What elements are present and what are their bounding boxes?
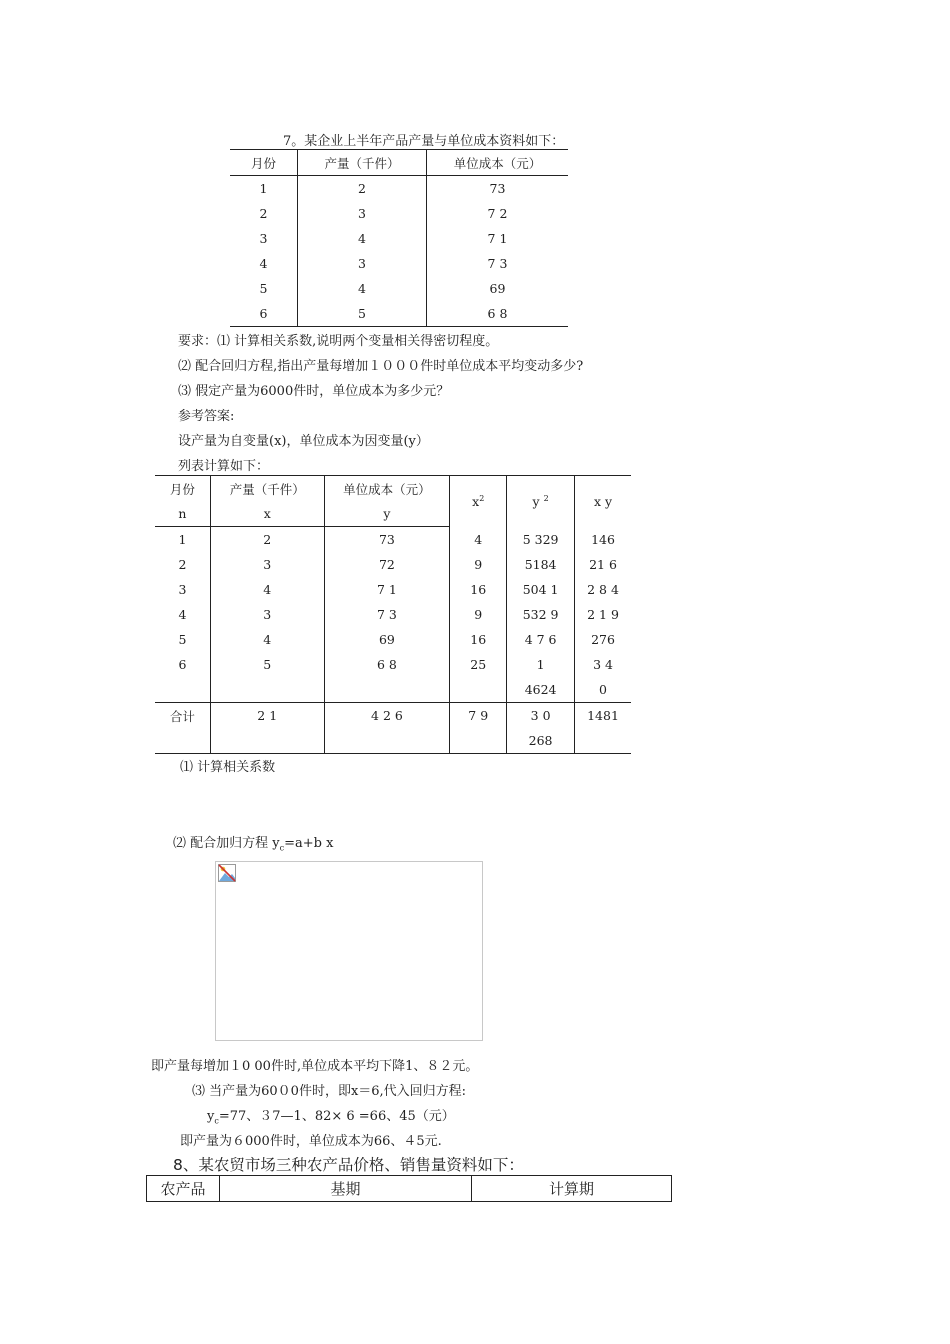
price-sales-table: [146, 1175, 672, 1202]
cell: 7 9: [450, 703, 507, 729]
cell: [155, 677, 210, 703]
cell: 9: [450, 552, 507, 577]
table-header-row: [147, 1176, 672, 1202]
cell: 2: [298, 176, 427, 202]
cell: 7 1: [487, 231, 508, 246]
requirement-2: ⑵ 配合回归方程,指出产量每增加１０００件时单位成本平均变动多少?: [178, 359, 584, 374]
question-8-title: 8、某农贸市场三种农产品价格、销售量资料如下：: [173, 1156, 524, 1174]
cell: 21 6: [575, 552, 631, 577]
cell: 2: [259, 206, 268, 221]
calculation-table: [155, 475, 631, 754]
table-row: [155, 577, 631, 602]
header-unit-cost: 单位成本（元）: [324, 476, 450, 502]
cell: 7 1: [324, 577, 450, 602]
cell: [324, 728, 450, 754]
cell: [210, 677, 324, 703]
table-row: [155, 552, 631, 577]
cell: 3: [298, 201, 427, 226]
cell: 1: [507, 652, 575, 677]
cell: 25: [450, 652, 507, 677]
superscript: 2: [543, 493, 549, 503]
cell: 4: [178, 607, 187, 622]
cell: 4624: [507, 677, 575, 703]
cell: 1: [259, 181, 268, 196]
cell: 5184: [507, 552, 575, 577]
production-cost-table: [230, 149, 568, 327]
cell: 2 8 4: [575, 577, 631, 602]
cell: 69: [324, 627, 450, 652]
cell: 6: [230, 301, 298, 327]
header-base-period: 基期: [220, 1176, 472, 1202]
cell: 5 329: [507, 527, 575, 553]
cell: 4 7 6: [507, 627, 575, 652]
cell: [324, 677, 450, 703]
cell: 504 1: [507, 577, 575, 602]
subheader-x: x: [210, 501, 324, 527]
cell: 2 1 9: [575, 602, 631, 627]
cell: 3: [178, 582, 187, 597]
cell: 4: [259, 256, 268, 271]
cell: 6 8: [324, 652, 450, 677]
cell: 1: [178, 532, 187, 547]
header-calc-period: 计算期: [472, 1176, 672, 1202]
cell: 6 8: [427, 301, 569, 327]
table-row: [230, 176, 568, 202]
cell: 3 0: [507, 703, 575, 729]
subscript: c: [214, 1116, 219, 1126]
cell: 2: [210, 527, 324, 553]
table-row: [230, 301, 568, 327]
total-label: 合计: [155, 703, 210, 729]
step-2-equation: =a+b x: [284, 836, 334, 851]
cell: 6: [178, 657, 187, 672]
header-month: 月份: [155, 476, 210, 502]
calc-equation: =77、３7—1、82× 6 =66、45（元）: [218, 1109, 455, 1124]
cell: 69: [489, 281, 506, 296]
cell: 5: [259, 281, 268, 296]
cell: 72: [324, 552, 450, 577]
cell: 532 9: [507, 602, 575, 627]
cell: 3: [298, 251, 427, 276]
cell: [575, 728, 631, 754]
cell: 9: [450, 602, 507, 627]
cell: 4: [298, 226, 427, 251]
total-row-continuation: [155, 728, 631, 754]
result-1: 即产量每增加１0 00件时,单位成本平均下降1、８２元。: [151, 1059, 479, 1074]
header-product: 农产品: [147, 1176, 220, 1202]
cell: 7 2: [487, 206, 508, 221]
y-label: y: [532, 493, 540, 509]
formula-image-placeholder: [215, 861, 483, 1041]
cell: 4: [210, 577, 324, 602]
requirement-1: 要求：⑴ 计算相关系数,说明两个变量相关得密切程度。: [178, 334, 499, 349]
table-row: [155, 527, 631, 553]
cell: [450, 728, 507, 754]
assumption-text: 设产量为自变量(x)，单位成本为因变量(y）: [178, 434, 429, 449]
cell: 0: [575, 677, 631, 703]
cell: [210, 728, 324, 754]
step-3: ⑶ 当产量为60０0件时，即x＝6,代入回归方程:: [192, 1084, 467, 1099]
cell: 73: [324, 527, 450, 553]
total-row: [155, 703, 631, 729]
cell: 3: [259, 231, 268, 246]
cell: 2: [178, 557, 187, 572]
calc-y: y: [207, 1109, 215, 1124]
step-1: ⑴ 计算相关系数: [180, 760, 276, 775]
calculation-line: [207, 1105, 455, 1126]
header-x-squared: [450, 476, 507, 527]
table-row: [155, 627, 631, 652]
superscript: 2: [479, 493, 485, 503]
cell: 7 3: [487, 256, 508, 271]
cell: 4: [450, 527, 507, 553]
cell: 2 1: [210, 703, 324, 729]
cell: [155, 728, 210, 754]
header-y-squared: [507, 476, 575, 527]
table-row: [230, 276, 568, 301]
question-7-title: 7。某企业上半年产品产量与单位成本资料如下：: [283, 134, 565, 149]
list-label: 列表计算如下：: [178, 459, 270, 474]
cell: 276: [575, 627, 631, 652]
table-header-row: [155, 476, 631, 502]
table-row-continuation: [155, 677, 631, 703]
table-header-row: [230, 150, 568, 176]
header-xy: x y: [575, 476, 631, 527]
step-2-text: ⑵ 配合加归方程 y: [173, 836, 280, 851]
header-month: 月份: [230, 150, 298, 176]
result-2: 即产量为６000件时，单位成本为66、４5元.: [180, 1134, 442, 1149]
cell: 268: [507, 728, 575, 754]
header-output: 产量（千件）: [298, 150, 427, 176]
cell: 3: [210, 552, 324, 577]
table-row: [230, 226, 568, 251]
subheader-y: y: [324, 501, 450, 527]
cell: 4 2 6: [324, 703, 450, 729]
cell: 5: [210, 652, 324, 677]
x-label: x: [472, 493, 480, 509]
table-row: [155, 652, 631, 677]
cell: 16: [450, 577, 507, 602]
subscript: c: [279, 843, 285, 853]
requirement-3: ⑶ 假定产量为6000件时，单位成本为多少元？: [178, 384, 450, 399]
broken-image-icon: [218, 864, 236, 882]
cell: 3 4: [575, 652, 631, 677]
cell: 1481: [575, 703, 631, 729]
cell: 4: [298, 276, 427, 301]
cell: 7 3: [324, 602, 450, 627]
cell: 73: [489, 181, 506, 196]
header-output: 产量（千件）: [210, 476, 324, 502]
answer-label: 参考答案:: [178, 409, 235, 424]
cell: 146: [575, 527, 631, 553]
subheader-n: n: [155, 501, 210, 527]
cell: 5: [178, 632, 187, 647]
table-row: [230, 201, 568, 226]
cell: 3: [210, 602, 324, 627]
cell: 4: [210, 627, 324, 652]
header-unit-cost: 单位成本（元）: [427, 150, 569, 176]
step-2: [173, 832, 333, 853]
cell: [450, 677, 507, 703]
cell: 16: [450, 627, 507, 652]
table-row: [230, 251, 568, 276]
table-row: [155, 602, 631, 627]
cell: 5: [298, 301, 427, 327]
